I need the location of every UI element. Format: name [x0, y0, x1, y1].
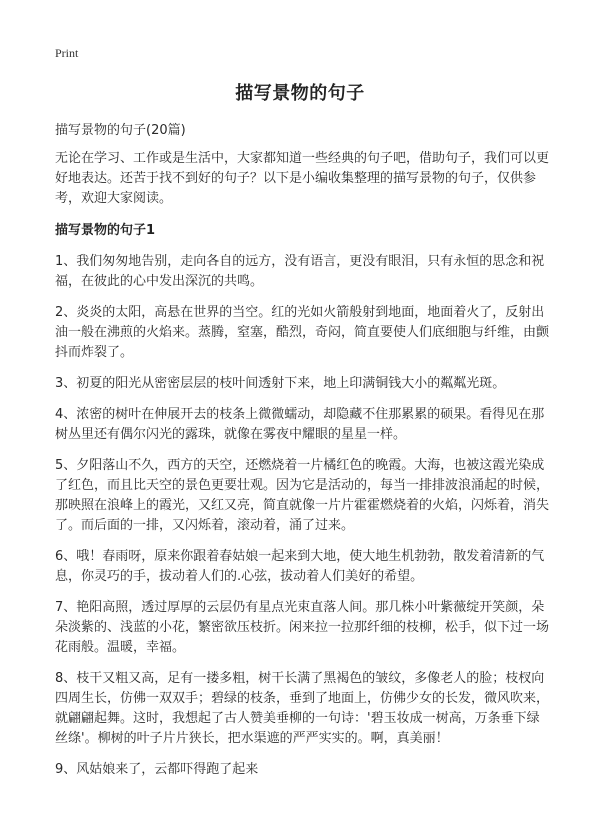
sentence-paragraph: 1、我们匆匆地告别，走向各自的远方，没有语言，更没有眼泪，只有永恒的思念和祝福，在彼此的心中发出深沉的共鸣。 — [55, 254, 545, 289]
print-link[interactable]: Print — [55, 46, 79, 60]
sentence-paragraph: 7、艳阳高照，透过厚厚的云层仍有星点光束直落人间。那几株小叶紫薇绽开笑颜，朵朵淡紫的、浅蓝的小花，繁密欲压枝折。闲来拉一拉那纤细的枝柳，松手，似下过一场花雨般。温暖，幸福。 — [55, 600, 550, 655]
sentence-paragraph: 2、炎炎的太阳，高悬在世界的当空。红的光如火箭般射到地面，地面着火了，反射出油一般在沸煎的火焰来。蒸腾，窒塞，酷烈，奇闷，简直要使人们底细胞与纤维，由颤抖而炸裂了。 — [55, 305, 550, 360]
sentence-paragraph: 8、枝干又粗又高，足有一搂多粗，树干长满了黑褐色的皱纹，多像老人的脸；枝杈向四周生长，仿佛一双双手；碧绿的枝条，垂到了地面上，仿佛少女的长发，微风吹来，就翩翩起舞。这时，我想起了古人赞美垂柳的一句诗：'碧玉妆成一树高，万条垂下绿丝绦'。柳树的叶子片片狭长，把水渠遮的严严实实的。啊，真美丽！ — [55, 671, 550, 746]
sentence-paragraph: 3、初夏的阳光从密密层层的枝叶间透射下来，地上印满铜钱大小的粼粼光斑。 — [55, 376, 506, 391]
intro-paragraph: 无论在学习、工作或是生活中，大家都知道一些经典的句子吧，借助句子，我们可以更好地表达。还苦于找不到好的句子？以下是小编收集整理的描写景物的句子，仅供参考，欢迎大家阅读。 — [55, 151, 550, 206]
article-body — [55, 121, 550, 791]
sentence-paragraph: 4、浓密的树叶在伸展开去的枝条上微微蠕动，却隐藏不住那累累的硕果。看得见在那树丛里还有偶尔闪光的露珠，就像在雾夜中耀眼的星星一样。 — [55, 407, 545, 442]
article-subtitle: 描写景物的句子(20篇) — [55, 123, 186, 138]
sentence-paragraph: 5、夕阳落山不久，西方的天空，还燃烧着一片橘红色的晚霞。大海，也被这霞光染成了红色，而且比天空的景色更要壮观。因为它是活动的，每当一排排波浪涌起的时候，那映照在浪峰上的霞光，又红又亮，简直就像一片片霍霍燃烧着的火焰，闪烁着，消失了。而后面的一排，又闪烁着，滚动着，涌了过来。 — [55, 458, 550, 533]
sentence-paragraph: 9、风姑娘来了，云都吓得跑了起来 — [55, 762, 259, 777]
sentence-paragraph: 6、哦！春雨呀，原来你跟着春姑娘一起来到大地，使大地生机勃勃，散发着清新的气息，你灵巧的手，拔动着人们的.心弦，拔动着人们美好的希望。 — [55, 549, 545, 584]
section-heading: 描写景物的句子1 — [55, 223, 156, 238]
page-title: 描写景物的句子 — [235, 83, 365, 104]
